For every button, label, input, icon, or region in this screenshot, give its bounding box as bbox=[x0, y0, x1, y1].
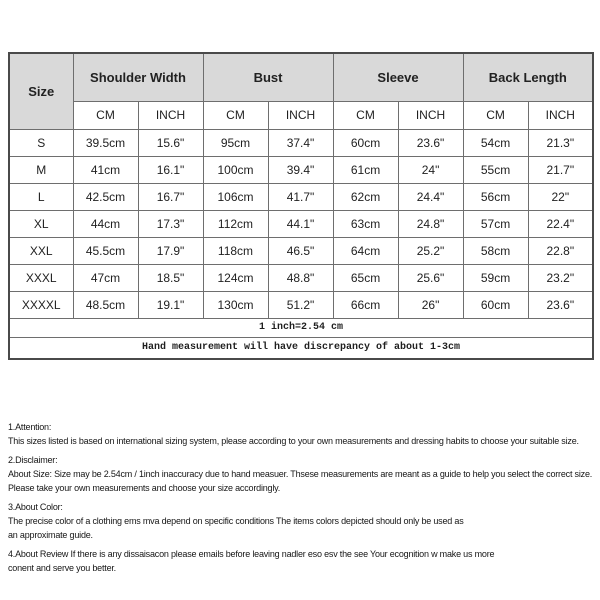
section-line: Please take your own measurements and choose your size accordingly. bbox=[8, 483, 281, 493]
section-heading: 1.Attention: bbox=[8, 422, 52, 432]
notes-text-block bbox=[8, 420, 598, 580]
measurement-cell: 23.2" bbox=[528, 264, 593, 291]
measurement-cell: 66cm bbox=[333, 291, 398, 318]
measurement-cell: 60cm bbox=[463, 291, 528, 318]
table-row-xxl bbox=[9, 237, 593, 264]
table-row-xl bbox=[9, 210, 593, 237]
measurement-cell: 16.1" bbox=[138, 156, 203, 183]
section-line: This sizes listed is based on international sizing system, please according to your own measurements and dressing habits to choose your suitable size. bbox=[8, 436, 579, 446]
size-chart-table bbox=[8, 52, 594, 360]
measurement-cell: 21.7" bbox=[528, 156, 593, 183]
note-section-disclaimer bbox=[8, 453, 598, 495]
measurement-cell: 39.5cm bbox=[73, 129, 138, 156]
measurement-cell: 118cm bbox=[203, 237, 268, 264]
measurement-cell: 41.7" bbox=[268, 183, 333, 210]
unit-header-cm: CM bbox=[463, 101, 528, 129]
measurement-cell: 64cm bbox=[333, 237, 398, 264]
unit-header-cm: CM bbox=[333, 101, 398, 129]
unit-header-cm: CM bbox=[203, 101, 268, 129]
note-section-about-review bbox=[8, 547, 598, 575]
measurement-cell: 46.5" bbox=[268, 237, 333, 264]
measurement-cell: 55cm bbox=[463, 156, 528, 183]
measurement-cell: 57cm bbox=[463, 210, 528, 237]
measurement-cell: 22" bbox=[528, 183, 593, 210]
measurement-cell: 61cm bbox=[333, 156, 398, 183]
measurement-cell: 17.9" bbox=[138, 237, 203, 264]
size-cell: XXXL bbox=[9, 264, 73, 291]
measurement-cell: 47cm bbox=[73, 264, 138, 291]
unit-header-inch: INCH bbox=[398, 101, 463, 129]
unit-header-inch: INCH bbox=[528, 101, 593, 129]
unit-header-cm: CM bbox=[73, 101, 138, 129]
column-header-back-length: Back Length bbox=[463, 53, 593, 101]
measurement-disclaimer: Hand measurement will have discrepancy of about 1-3cm bbox=[9, 337, 593, 359]
measurement-cell: 22.8" bbox=[528, 237, 593, 264]
measurement-cell: 26" bbox=[398, 291, 463, 318]
section-line: an approximate guide. bbox=[8, 530, 93, 540]
measurement-cell: 39.4" bbox=[268, 156, 333, 183]
section-heading: 2.Disclaimer: bbox=[8, 455, 58, 465]
section-line: The precise color of a clothing ems mva depend on specific conditions The items colors depicted should only be used as bbox=[8, 516, 464, 526]
measurement-cell: 24.4" bbox=[398, 183, 463, 210]
measurement-cell: 65cm bbox=[333, 264, 398, 291]
measurement-cell: 48.5cm bbox=[73, 291, 138, 318]
measurement-cell: 45.5cm bbox=[73, 237, 138, 264]
unit-header-inch: INCH bbox=[268, 101, 333, 129]
table-row-m bbox=[9, 156, 593, 183]
measurement-cell: 41cm bbox=[73, 156, 138, 183]
measurement-cell: 124cm bbox=[203, 264, 268, 291]
measurement-disclaimer-row bbox=[9, 337, 593, 359]
measurement-cell: 18.5" bbox=[138, 264, 203, 291]
measurement-cell: 62cm bbox=[333, 183, 398, 210]
measurement-cell: 42.5cm bbox=[73, 183, 138, 210]
section-line: 4.About Review If there is any dissaisacon please emails before leaving nadler eso esv the see Your ecognition w make us more bbox=[8, 549, 495, 559]
size-cell: XL bbox=[9, 210, 73, 237]
unit-header-inch: INCH bbox=[138, 101, 203, 129]
measurement-cell: 22.4" bbox=[528, 210, 593, 237]
size-cell: M bbox=[9, 156, 73, 183]
table-row-s bbox=[9, 129, 593, 156]
note-section-attention bbox=[8, 420, 598, 448]
table-row-xxxxl bbox=[9, 291, 593, 318]
measurement-cell: 59cm bbox=[463, 264, 528, 291]
section-line: About Size: Size may be 2.54cm / 1inch inaccuracy due to hand measuer. Thsese measurements are meant as a guide to help you select the correct size. bbox=[8, 469, 593, 479]
column-header-bust: Bust bbox=[203, 53, 333, 101]
measurement-cell: 95cm bbox=[203, 129, 268, 156]
measurement-cell: 25.2" bbox=[398, 237, 463, 264]
group-header-row bbox=[9, 53, 593, 101]
column-header-size: Size bbox=[9, 53, 73, 129]
measurement-cell: 37.4" bbox=[268, 129, 333, 156]
measurement-cell: 21.3" bbox=[528, 129, 593, 156]
measurement-cell: 60cm bbox=[333, 129, 398, 156]
measurement-cell: 112cm bbox=[203, 210, 268, 237]
measurement-cell: 23.6" bbox=[398, 129, 463, 156]
measurement-cell: 63cm bbox=[333, 210, 398, 237]
note-section-about-color bbox=[8, 500, 598, 542]
section-heading: 3.About Color: bbox=[8, 502, 63, 512]
measurement-cell: 56cm bbox=[463, 183, 528, 210]
table-row-xxxl bbox=[9, 264, 593, 291]
conversion-note-row bbox=[9, 318, 593, 337]
column-header-shoulder-width: Shoulder Width bbox=[73, 53, 203, 101]
measurement-cell: 48.8" bbox=[268, 264, 333, 291]
measurement-cell: 24.8" bbox=[398, 210, 463, 237]
measurement-cell: 44cm bbox=[73, 210, 138, 237]
size-cell: L bbox=[9, 183, 73, 210]
measurement-cell: 24" bbox=[398, 156, 463, 183]
conversion-note: 1 inch=2.54 cm bbox=[9, 318, 593, 337]
measurement-cell: 100cm bbox=[203, 156, 268, 183]
column-header-sleeve: Sleeve bbox=[333, 53, 463, 101]
unit-header-row bbox=[9, 101, 593, 129]
measurement-cell: 44.1" bbox=[268, 210, 333, 237]
measurement-cell: 16.7" bbox=[138, 183, 203, 210]
size-cell: XXXXL bbox=[9, 291, 73, 318]
size-cell: S bbox=[9, 129, 73, 156]
measurement-cell: 106cm bbox=[203, 183, 268, 210]
measurement-cell: 19.1" bbox=[138, 291, 203, 318]
measurement-cell: 23.6" bbox=[528, 291, 593, 318]
size-chart bbox=[8, 52, 592, 360]
measurement-cell: 25.6" bbox=[398, 264, 463, 291]
measurement-cell: 15.6" bbox=[138, 129, 203, 156]
measurement-cell: 54cm bbox=[463, 129, 528, 156]
measurement-cell: 17.3" bbox=[138, 210, 203, 237]
table-row-l bbox=[9, 183, 593, 210]
measurement-cell: 51.2" bbox=[268, 291, 333, 318]
size-cell: XXL bbox=[9, 237, 73, 264]
section-line: conent and serve you better. bbox=[8, 563, 116, 573]
measurement-cell: 130cm bbox=[203, 291, 268, 318]
measurement-cell: 58cm bbox=[463, 237, 528, 264]
